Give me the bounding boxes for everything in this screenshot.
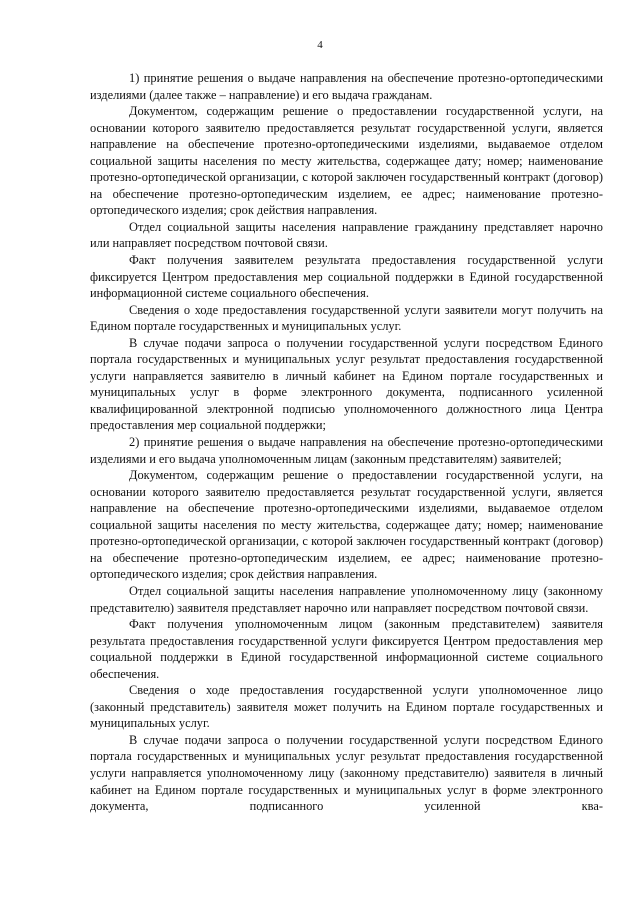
paragraph: В случае подачи запроса о получении государственной услуги посредством Единого портала государственных и муниципальных услуг результат предоставления государственной услуги направляется заявителю в личный кабинет на Едином портале государственных и муниципальных услуг в форме электронного документа, подписанного усиленной квалифицированной электронной подписью уполномоченного должностного лица Центра предоставления мер социальной поддержки; [90,335,603,433]
paragraph: Факт получения уполномоченным лицом (законным представителем) заявителя результата предоставления государственной услуги фиксируется Центром предоставления мер социальной поддержки в Единой государственной информационной системе социального обеспечения. [90,617,603,681]
paragraph: Отдел социальной защиты населения направление уполномоченному лицу (законному представителю) заявителя представляет нарочно или направляет посредством почтовой связи. [90,583,603,615]
paragraph: 1) принятие решения о выдаче направления на обеспечение протезно-ортопедическими изделиями (далее также – направление) и его выдача гражданам. [90,71,603,102]
paragraph: Документом, содержащим решение о предоставлении государственной услуги, на основании которого заявителю предоставляется результат государственной услуги, является направление на обеспечение протезно-ортопедическими изделиями, выдаваемое отделом социальной защиты населения по месту жительства, содержащее дату; номер; наименование протезно-ортопедической организации, с которой заключен государственный контракт (договор) на обеспечение протезно-ортопедическим изделием, ее адрес; наименование протезно-ортопедического изделия; срок действия направления. [90,104,603,218]
paragraph: Факт получения заявителем результата предоставления государственной услуги фиксируется Центром предоставления мер социальной поддержки в Единой государственной информационной системе социального обеспечения. [90,253,603,301]
page-number: 4 [317,39,323,51]
paragraph: Сведения о ходе предоставления государственной услуги уполномоченное лицо (законный представитель) заявителя может получить на Едином портале государственных и муниципальных услуг. [90,683,603,731]
paragraph: Сведения о ходе предоставления государственной услуги заявители могут получить на Едином портале государственных и муниципальных услуг. [90,302,603,334]
body-text [90,70,603,815]
paragraph: 2) принятие решения о выдаче направления на обеспечение протезно-ортопедическими изделиями и его выдача уполномоченным лицам (законным представителям) заявителей; [90,435,603,466]
paragraph-last: В случае подачи запроса о получении государственной услуги посредством Единого портала государственных и муниципальных услуг результат предоставления государственной услуги направляется уполномоченному лицу (законному представителю) заявителя в личный кабинет на Едином портале государственных и муниципальных услуг в форме электронного документа, подписанного усиленной ква- [90,732,603,814]
paragraph: Отдел социальной защиты населения направление гражданину представляет нарочно или направляет посредством почтовой связи. [90,219,603,251]
paragraph: Документом, содержащим решение о предоставлении государственной услуги, на основании которого заявителю предоставляется результат государственной услуги, является направление на обеспечение протезно-ортопедическими изделиями, выдаваемое отделом социальной защиты населения по месту жительства, содержащее дату; номер; наименование протезно-ортопедической организации, с которой заключен государственный контракт (договор) на обеспечение протезно-ортопедическим изделием, ее адрес; наименование протезно-ортопедического изделия; срок действия направления. [90,468,603,582]
